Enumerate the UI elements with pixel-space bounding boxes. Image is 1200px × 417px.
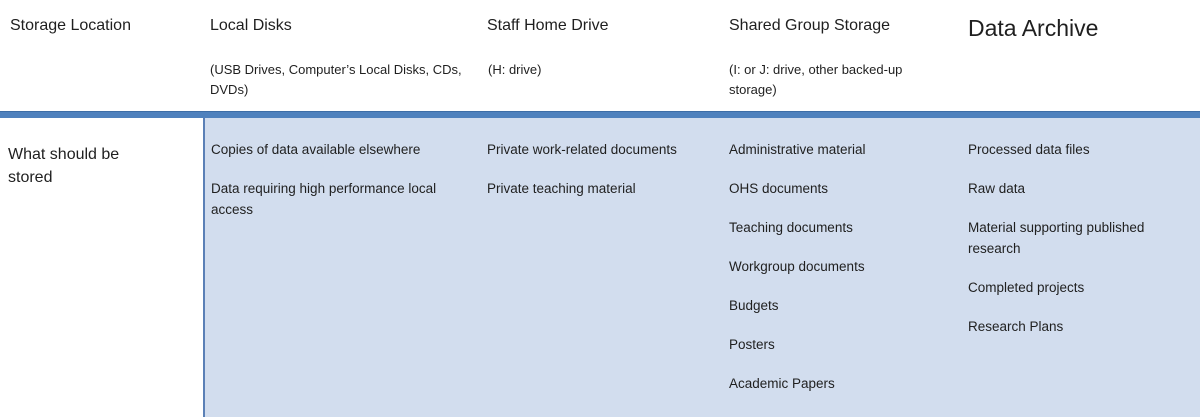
list-item: Research Plans [968, 319, 1064, 334]
column-header-shared-group-storage: Shared Group Storage [729, 17, 890, 34]
cell-local-disks [211, 139, 469, 238]
column-header-staff-home-drive: Staff Home Drive [487, 17, 609, 34]
row-label-what-should-be-stored: What should be stored [8, 146, 120, 186]
separator-bar [0, 111, 1200, 118]
column-header-storage-location: Storage Location [10, 17, 131, 34]
list-item: Raw data [968, 181, 1026, 196]
list-item: Processed data files [968, 142, 1090, 157]
list-item: Workgroup documents [729, 259, 865, 274]
column-header-data-archive: Data Archive [968, 15, 1099, 41]
cell-shared-group-storage [729, 139, 944, 412]
column-subtitle-local-disks: (USB Drives, Computer’s Local Disks, CDs, DVDs) [210, 62, 462, 97]
column-subtitle-shared-group-storage: (I: or J: drive, other backed-up storage) [729, 62, 903, 97]
list-item: Private work-related documents [487, 142, 677, 157]
column-subtitle-staff-home-drive: (H: drive) [488, 62, 542, 77]
list-item: Teaching documents [729, 220, 853, 235]
list-item: Completed projects [968, 280, 1085, 295]
list-item: Copies of data available elsewhere [211, 142, 421, 157]
list-item: Private teaching material [487, 181, 636, 196]
list-item: Data requiring high performance local access [211, 181, 437, 217]
list-item: Administrative material [729, 142, 866, 157]
list-item: Material supporting published research [968, 220, 1145, 256]
list-item: OHS documents [729, 181, 829, 196]
cell-data-archive [968, 139, 1180, 355]
list-item: Academic Papers [729, 376, 835, 391]
column-header-local-disks: Local Disks [210, 17, 292, 34]
cell-staff-home-drive [487, 139, 712, 217]
list-item: Posters [729, 337, 775, 352]
vertical-divider [203, 118, 205, 417]
list-item: Budgets [729, 298, 779, 313]
